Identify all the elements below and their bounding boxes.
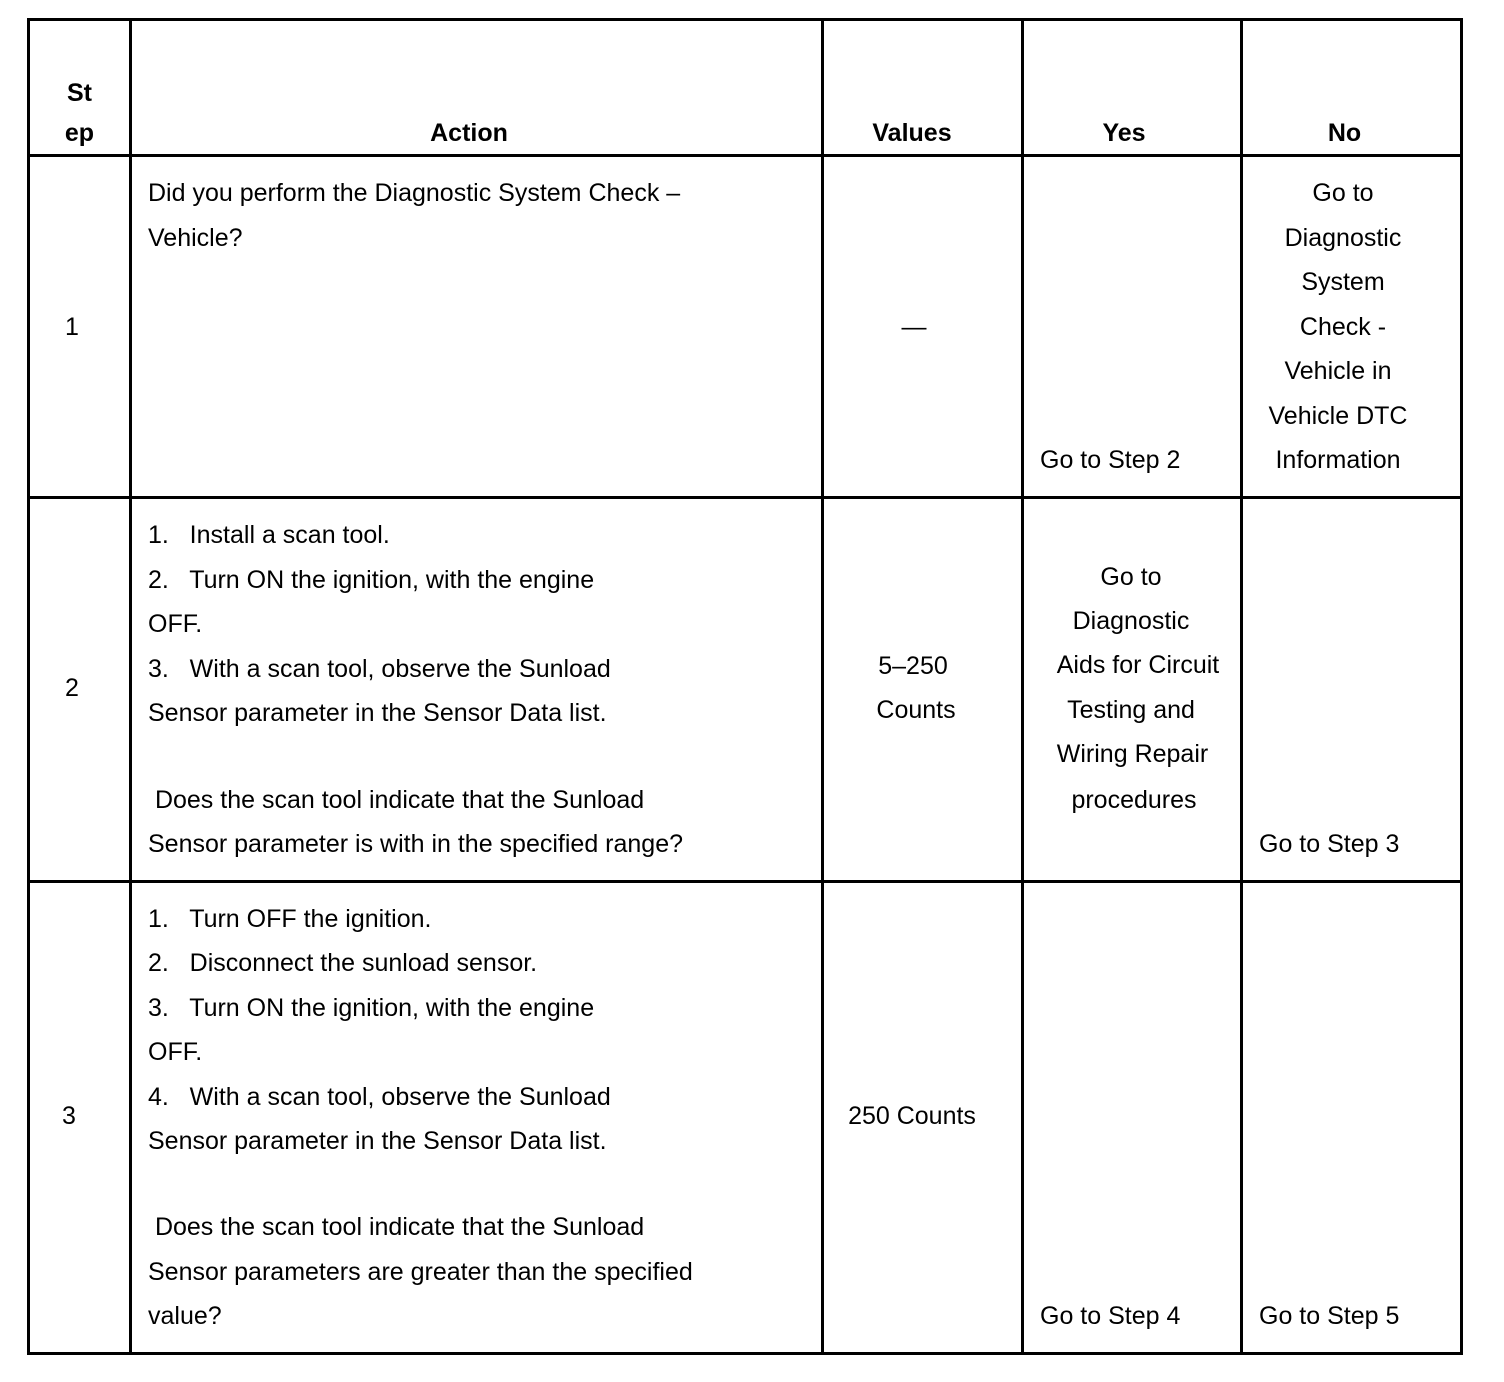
header-values: Values — [872, 119, 952, 147]
row1-action-line: Did you perform the Diagnostic System Check – — [148, 179, 681, 207]
row2-yes-line: procedures — [1071, 786, 1197, 814]
table-border-top — [27, 18, 1463, 21]
table-border-bottom — [27, 1352, 1463, 1355]
row1-action-line: Vehicle? — [148, 224, 243, 252]
row2-value-line: 5–250 — [878, 652, 948, 680]
row2-action-line: 2. Turn ON the ignition, with the engine — [148, 566, 595, 594]
header-step-line1: St — [67, 79, 92, 107]
row3-value: 250 Counts — [848, 1102, 976, 1130]
row2-action-line: Sensor parameter is with in the specified range? — [148, 830, 684, 858]
row1-no-line: Vehicle DTC — [1268, 402, 1408, 430]
row1-no-line: Check - — [1299, 313, 1387, 341]
row3-no: Go to Step 5 — [1259, 1302, 1400, 1330]
row1-no-line: Vehicle in — [1284, 357, 1392, 385]
table-border-right — [1460, 18, 1463, 1355]
header-yes: Yes — [1102, 119, 1146, 147]
row3-action-line: Sensor parameter in the Sensor Data list. — [148, 1127, 607, 1155]
row3-action-line: 1. Turn OFF the ignition. — [148, 905, 432, 933]
header-divider — [27, 154, 1463, 157]
col-divider-values — [1021, 18, 1024, 1355]
row3-yes: Go to Step 4 — [1040, 1302, 1181, 1330]
row2-action-line: 1. Install a scan tool. — [148, 521, 390, 549]
header-step-line2: ep — [64, 119, 95, 147]
row3-action-line: 3. Turn ON the ignition, with the engine — [148, 994, 595, 1022]
row2-no: Go to Step 3 — [1259, 830, 1400, 858]
row3-action-line: Sensor parameters are greater than the specified — [148, 1258, 693, 1286]
row3-action-line: OFF. — [148, 1038, 203, 1066]
row2-yes-line: Aids for Circuit — [1056, 651, 1220, 679]
row-divider-1 — [27, 496, 1463, 499]
row1-no-line: System — [1301, 268, 1385, 296]
row3-action-line: Does the scan tool indicate that the Sunload — [148, 1213, 645, 1241]
row2-action-line: OFF. — [148, 610, 203, 638]
row2-yes-line: Diagnostic — [1072, 607, 1190, 635]
row2-yes-line: Testing and — [1067, 696, 1195, 724]
row1-no-line: Information — [1275, 446, 1401, 474]
row3-action-line: 4. With a scan tool, observe the Sunload — [148, 1083, 611, 1111]
header-no: No — [1327, 119, 1362, 147]
col-divider-step — [129, 18, 132, 1355]
row2-value-line: Counts — [876, 696, 956, 724]
row3-action-line: 2. Disconnect the sunload sensor. — [148, 949, 538, 977]
header-action: Action — [430, 119, 508, 147]
row3-step: 3 — [62, 1102, 76, 1130]
row3-action-line: value? — [148, 1302, 222, 1330]
row2-action-line: Sensor parameter in the Sensor Data list. — [148, 699, 607, 727]
row2-action-line: Does the scan tool indicate that the Sunload — [148, 786, 645, 814]
row1-step: 1 — [65, 313, 79, 341]
row2-yes-line: Wiring Repair — [1056, 740, 1209, 768]
row1-value: — — [901, 313, 927, 341]
row2-action-line: 3. With a scan tool, observe the Sunload — [148, 655, 611, 683]
row2-step: 2 — [65, 674, 79, 702]
row1-no-line: Diagnostic — [1284, 224, 1402, 252]
row2-yes-line: Go to — [1100, 563, 1162, 591]
diagnostic-table — [27, 18, 1463, 1355]
row1-yes: Go to Step 2 — [1040, 446, 1181, 474]
row1-no-line: Go to — [1312, 179, 1374, 207]
row-divider-2 — [27, 880, 1463, 883]
